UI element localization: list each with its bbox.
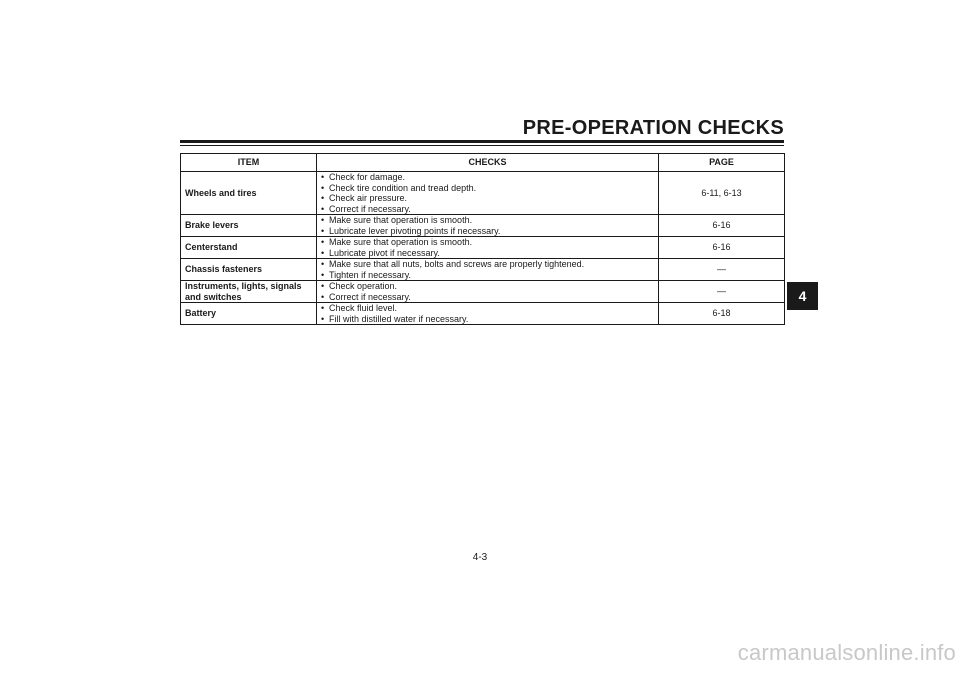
row-page: —: [659, 259, 785, 281]
row-item: Centerstand: [181, 237, 317, 259]
check-text: Make sure that operation is smooth.: [329, 237, 473, 247]
check-text: Check air pressure.: [329, 193, 408, 203]
title-rule-thin: [180, 145, 784, 146]
check-text: Check tire condition and tread depth.: [329, 182, 477, 193]
bullet-icon: •: [321, 203, 325, 214]
watermark: carmanualsonline.info: [737, 640, 956, 665]
check-text: Lubricate pivot if necessary.: [329, 247, 440, 258]
bullet-icon: •: [321, 215, 325, 225]
row-page: —: [659, 281, 785, 303]
column-header-checks: CHECKS: [317, 154, 659, 172]
check-text: Make sure that operation is smooth.: [329, 215, 473, 225]
row-checks: [317, 237, 659, 259]
table-row: [181, 303, 785, 325]
bullet-icon: •: [321, 237, 325, 247]
title-rule-thick: [180, 140, 784, 143]
bullet-icon: •: [321, 313, 325, 324]
row-item: Chassis fasteners: [181, 259, 317, 281]
page-number: 4-3: [472, 552, 488, 563]
table-row: [181, 215, 785, 237]
row-page: 6-11, 6-13: [659, 172, 785, 215]
column-header-item: ITEM: [181, 154, 317, 172]
check-line: [321, 237, 654, 248]
table-row: [181, 237, 785, 259]
check-line: [321, 270, 654, 281]
row-item: Battery: [181, 303, 317, 325]
table-row: [181, 281, 785, 303]
check-text: Correct if necessary.: [329, 203, 411, 214]
check-text: Check operation.: [329, 281, 398, 291]
bullet-icon: •: [321, 291, 325, 302]
row-page: 6-16: [659, 237, 785, 259]
check-line: [321, 226, 654, 237]
row-checks: [317, 259, 659, 281]
bullet-icon: •: [321, 259, 325, 269]
bullet-icon: •: [321, 269, 325, 280]
check-text: Check fluid level.: [329, 303, 398, 313]
check-line: [321, 292, 654, 303]
check-line: [321, 193, 654, 204]
row-checks: [317, 303, 659, 325]
check-line: [321, 281, 654, 292]
row-page: 6-16: [659, 215, 785, 237]
check-line: [321, 303, 654, 314]
chapter-tab: 4: [787, 282, 818, 310]
pre-operation-checks-table: [180, 153, 785, 325]
bullet-icon: •: [321, 225, 325, 236]
row-checks: [317, 172, 659, 215]
check-line: [321, 215, 654, 226]
row-checks: [317, 281, 659, 303]
check-text: Lubricate lever pivoting points if necessary.: [329, 225, 501, 236]
check-line: [321, 172, 654, 183]
row-item: Wheels and tires: [181, 172, 317, 215]
bullet-icon: •: [321, 182, 325, 193]
row-checks: [317, 215, 659, 237]
bullet-icon: •: [321, 247, 325, 258]
bullet-icon: •: [321, 281, 325, 291]
check-line: [321, 183, 654, 194]
table-header-row: [181, 154, 785, 172]
check-line: [321, 314, 654, 325]
table-row: [181, 259, 785, 281]
column-header-page: PAGE: [659, 154, 785, 172]
bullet-icon: •: [321, 193, 325, 203]
row-item: Brake levers: [181, 215, 317, 237]
check-line: [321, 259, 654, 270]
row-page: 6-18: [659, 303, 785, 325]
check-line: [321, 248, 654, 259]
check-text: Fill with distilled water if necessary.: [329, 313, 469, 324]
page-title: PRE-OPERATION CHECKS: [522, 117, 784, 139]
bullet-icon: •: [321, 172, 325, 182]
check-line: [321, 204, 654, 215]
check-text: Tighten if necessary.: [329, 269, 412, 280]
check-text: Check for damage.: [329, 172, 406, 182]
bullet-icon: •: [321, 303, 325, 313]
row-item: Instruments, lights, signals and switches: [181, 281, 317, 303]
table-row: [181, 172, 785, 215]
check-text: Correct if necessary.: [329, 291, 411, 302]
check-text: Make sure that all nuts, bolts and screws are properly tightened.: [329, 259, 585, 269]
